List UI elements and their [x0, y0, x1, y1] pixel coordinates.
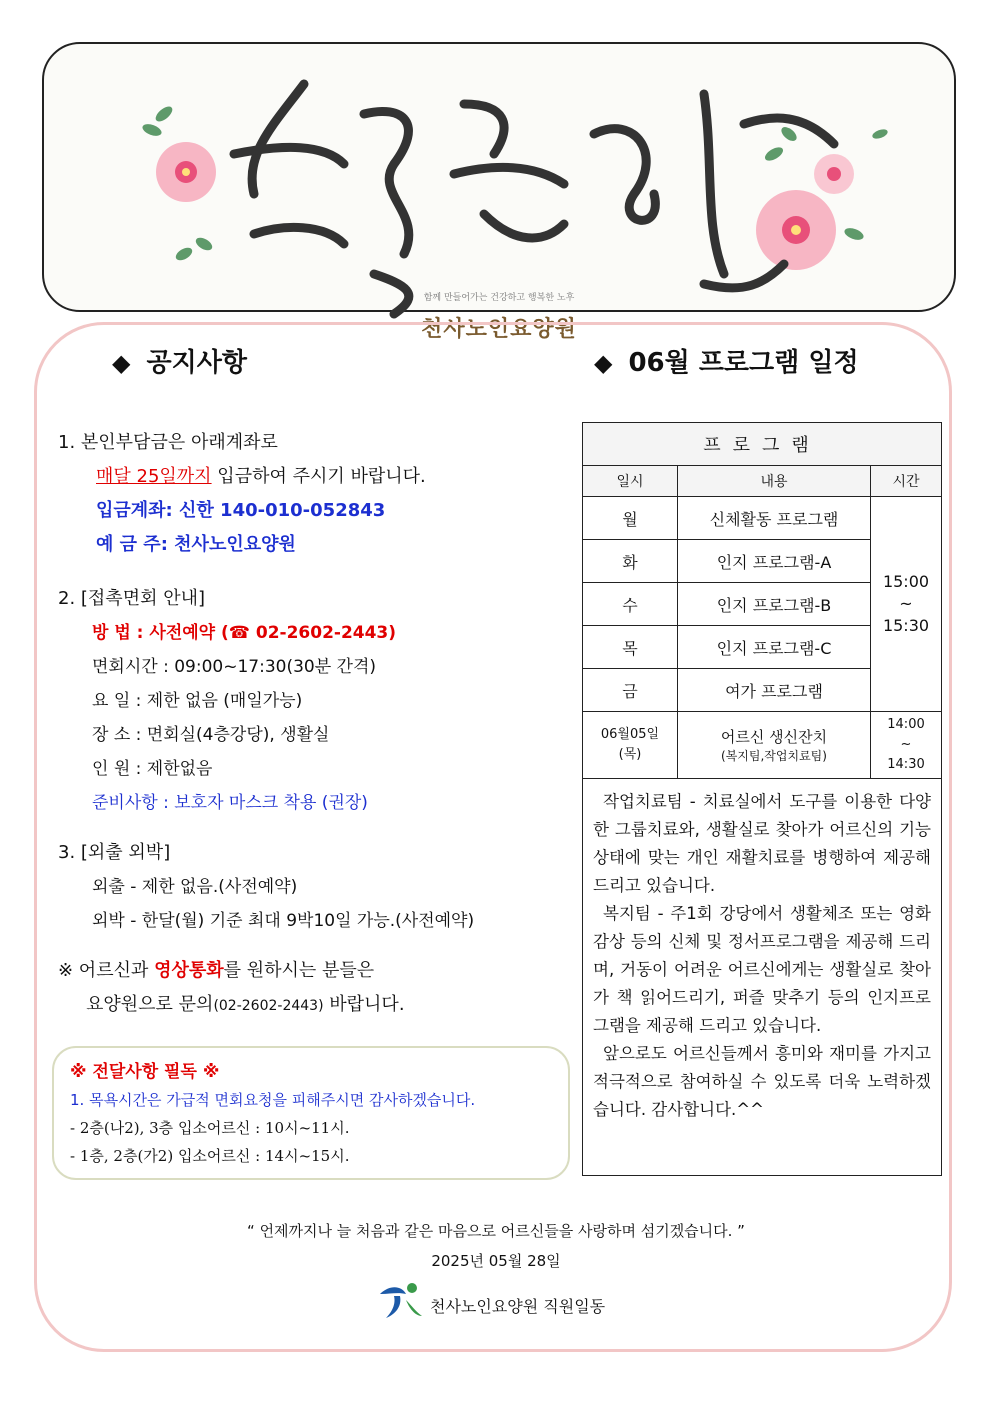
col-header-content: 내용 [678, 466, 871, 497]
notice-box-line-1: 1. 목욕시간은 가급적 면회요청을 피해주시면 감사하겠습니다. [70, 1091, 476, 1109]
row-day: 월 [583, 497, 678, 540]
schedule-title: ◆ 06월 프로그램 일정 [594, 348, 859, 378]
visit-people: 인 원 : 제한없음 [92, 759, 213, 779]
notice-item-1-deadline: 매달 25일까지 입금하여 주시기 바랍니다. [96, 466, 426, 487]
program-description [582, 766, 942, 1176]
col-header-time: 시간 [871, 466, 942, 497]
outing-rule: 외출 - 제한 없음.(사전예약) [92, 877, 298, 897]
notice-box-title: ※ 전달사항 필독 ※ [70, 1062, 220, 1082]
visit-place: 장 소 : 면회실(4층강당), 생활실 [92, 725, 330, 745]
row-program: 신체활동 프로그램 [678, 497, 871, 540]
row-program: 인지 프로그램-C [678, 626, 871, 669]
event-program: 어르신 생신잔치 (복지팀,작업치료팀) [678, 712, 871, 779]
row-day: 화 [583, 540, 678, 583]
video-call-line-2: 요양원으로 문의(02-2602-2443) 바랍니다. [86, 994, 405, 1015]
account-number: 입금계좌: 신한 140-010-052843 [96, 500, 386, 521]
notice-box-line-2: - 2층(나2), 3층 입소어르신 : 10시~11시. [70, 1119, 350, 1137]
row-program: 여가 프로그램 [678, 669, 871, 712]
row-program: 인지 프로그램-B [678, 583, 871, 626]
footer-date: 2025년 05월 28일 [431, 1252, 561, 1270]
row-day: 목 [583, 626, 678, 669]
table-row [583, 497, 942, 540]
video-call-line-1: ※ 어르신과 영상통화를 원하시는 분들은 [58, 960, 375, 981]
notice-box-line-3: - 1층, 2층(가2) 입소어르신 : 14시~15시. [70, 1147, 350, 1165]
account-holder: 예 금 주: 천사노인요양원 [96, 534, 296, 555]
event-time: 14:00 ~ 14:30 [871, 712, 942, 779]
row-program: 인지 프로그램-A [678, 540, 871, 583]
notice-item-2-heading: 2. [접촉면회 안내] [58, 588, 205, 609]
desc-paragraph: 복지팀 - 주1회 강당에서 생활체조 또는 영화감상 등의 신체 및 정서프로그램을 제공해 드리며, 거동이 어려운 어르신에게는 생활실로 찾아가 책 읽어드리기, 퍼즐 맞추기 등의 인지프로그램을 제공해 드리고 있습니다. [593, 904, 931, 1035]
flower-decoration [156, 142, 854, 270]
row-time: 15:00 ~ 15:30 [871, 497, 942, 712]
diamond-icon: ◆ [112, 349, 131, 377]
visit-time: 면회시간 : 09:00~17:30(30분 간격) [92, 657, 377, 677]
col-header-date: 일시 [583, 466, 678, 497]
visit-day: 요 일 : 제한 없음 (매일가능) [92, 691, 303, 711]
footer-quote: “ 언제까지나 늘 처음과 같은 마음으로 어르신들을 사랑하며 섬기겠습니다. ” [247, 1222, 745, 1240]
row-day: 금 [583, 669, 678, 712]
visit-method: 방 법 : 사전예약 (☎ 02-2602-2443) [92, 623, 397, 643]
diamond-icon: ◆ [594, 349, 613, 377]
table-caption: 프로그램 [583, 423, 942, 466]
notice-item-1-heading: 1. 본인부담금은 아래계좌로 [58, 432, 278, 453]
visit-prep: 준비사항 : 보호자 마스크 착용 (권장) [92, 793, 368, 813]
desc-paragraph: 앞으로도 어르신들께서 흥미와 재미를 가지고 적극적으로 참여하실 수 있도록 더욱 노력하겠습니다. 감사합니다.^^ [593, 1044, 931, 1119]
program-schedule-table [582, 422, 942, 779]
row-day: 수 [583, 583, 678, 626]
desc-paragraph: 작업치료팀 - 치료실에서 도구를 이용한 다양한 그룹치료와, 생활실로 찾아가 어르신의 기능 상태에 맞는 개인 재활치료를 병행하여 제공해 드리고 있습니다. [593, 792, 931, 895]
notice-body [58, 426, 558, 1023]
important-notice-box [52, 1046, 570, 1180]
notice-item-3-heading: 3. [외출 외박] [58, 842, 171, 863]
notice-title: ◆ 공지사항 [112, 348, 247, 378]
event-date: 06월05일 (목) [583, 712, 678, 779]
header-banner [42, 42, 956, 342]
banner-art [44, 44, 954, 310]
overnight-rule: 외박 - 한달(월) 기준 최대 9박10일 가능.(사전예약) [92, 911, 475, 931]
banner-subtitle: 함께 만들어가는 건강하고 행복한 노후 [423, 293, 575, 303]
banner-org-name: 천사노인요양원 [421, 317, 577, 342]
footer-signature: 천사노인요양원 직원일동 [430, 1297, 606, 1316]
org-logo-icon [376, 1280, 424, 1320]
